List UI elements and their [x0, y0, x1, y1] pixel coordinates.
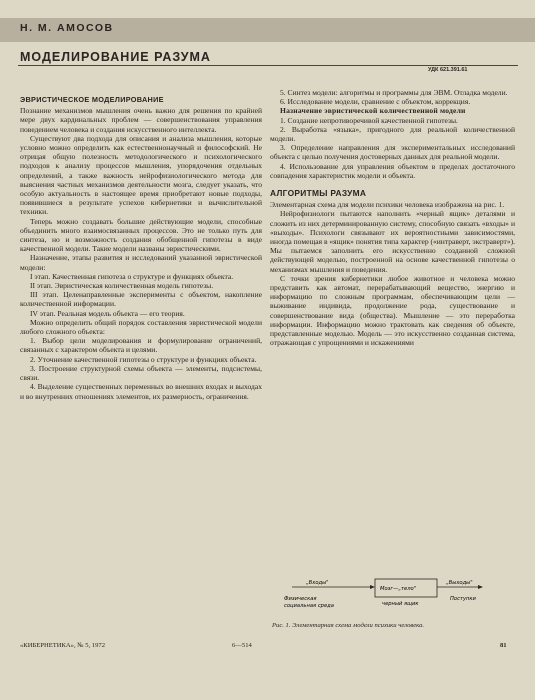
- paragraph: С точки зрения кибернетики любое животное и человека можно представить как автомат, перерабатывающий вещество, энергию и информацию по сложным программам, обеспечивающим цели — выживание индивида, продолжение рода, существование и совершенствование вида (общества). Мышление — это переработка информации. Информацию можно трактовать как сведения об объекте, представленные моделью. Модель — это искусственно созданная система, отражающая с упрощениями и искажениями: [270, 273, 515, 348]
- paragraph: Познание механизмов мышления очень важно для решения по крайней мере двух кардинальных проблем — совершенствования управления поведением человека и создания искусственного интеллекта.: [20, 106, 262, 134]
- outputs-sub-label: Поступки: [450, 596, 476, 602]
- paragraph: II этап. Эвристическая количественная модель гипотезы.: [30, 281, 214, 291]
- subheading: Назначение эвристической количественной модели: [280, 106, 466, 116]
- inputs-label: „Входы": [306, 580, 329, 586]
- box-sub-label: черный ящик: [382, 601, 419, 607]
- paragraph: 1. Создание непротиворечивой качественной гипотезы.: [280, 115, 458, 125]
- paragraph: 1. Выбор цели моделирования и формулирование ограничений, связанных с характером объекта и целями.: [20, 336, 262, 355]
- paragraph: 5. Синтез модели: алгоритмы и программы для ЭВМ. Отладка модели.: [280, 88, 508, 97]
- input-arrowhead: [370, 585, 375, 589]
- paragraph: 3. Построение структурной схемы объекта — элементы, подсистемы, связи.: [20, 363, 262, 383]
- figure-diagram: [270, 573, 510, 621]
- figure-caption: Рис. 1. Элементарная схема модели психики человека.: [272, 622, 425, 629]
- paragraph: Теперь можно создавать большие действующие модели, способные объединить много взаимосвязанных процессов. Это не только путь для синтеза, но и возможность создания обобщенной гипотезы в виде качественной модели. Такие модели названы эвристическими.: [20, 216, 262, 254]
- outputs-label: „Выходы": [446, 580, 473, 586]
- paragraph: Назначение, этапы развития и исследований указанной эвристической модели:: [20, 253, 262, 272]
- paragraph: 4. Выделение существенных переменных во внешних входах и выходах и во внутренних отношениях элементов, их размерность, ограничения.: [20, 382, 262, 401]
- paragraph: Можно определить общий порядок составления эвристической модели любого сложного объекта:: [20, 317, 262, 337]
- paragraph: 4. Использование для управления объектом в пределах достаточного совпадения характеристик модели и объекта.: [270, 161, 515, 180]
- title-rule: [18, 65, 518, 66]
- page-number: 81: [500, 642, 507, 649]
- paragraph: I этап. Качественная гипотеза о структуре и функциях объекта.: [30, 271, 234, 281]
- right-column: [270, 88, 515, 347]
- author-name: Н. М. АМОСОВ: [20, 22, 114, 34]
- box-label: Мозг—„тело": [380, 586, 417, 592]
- print-code: 6—514: [232, 642, 252, 649]
- paragraph: Существуют два подхода для описания и анализа мышления, которые условно можно определить как естественнонаучный и философский. Не отрицая общую полезность методологического и психологического подходов к анализу процессов мышления, упорядочения отдельных определений, а также важность нейрофизиологического метода для выяснения частных механизмов деятельности мозга, следует указать, что особую актуальность в настоящее время приобретают новые подходы, появившиеся в результате успехов кибернетики и вычислительной техники.: [20, 133, 262, 217]
- journal-footer: «КИБЕРНЕТИКА», № 5, 1972: [20, 642, 105, 649]
- inputs-sub-1: Физическая: [284, 596, 317, 602]
- paragraph: Элементарная схема для модели психики человека изображена на рис. 1.: [270, 200, 505, 210]
- section-heading: ЭВРИСТИЧЕСКОЕ МОДЕЛИРОВАНИЕ: [20, 95, 164, 104]
- output-arrowhead: [478, 585, 483, 589]
- paragraph: 2. Уточнение качественной гипотезы о структуре и функциях объекта.: [30, 354, 257, 364]
- left-column: [20, 95, 262, 401]
- inputs-sub-2: социальная среда: [284, 603, 334, 609]
- paragraph: IV этап. Реальная модель объекта — его теория.: [30, 308, 185, 318]
- udk-code: УДК 621.391.61: [428, 67, 468, 73]
- paragraph: III этап. Целенаправленные эксперименты с объектом, накопление количественной информации.: [20, 290, 262, 309]
- article-title: МОДЕЛИРОВАНИЕ РАЗУМА: [20, 50, 211, 64]
- paragraph: Нейрофизиологи пытаются наполнить «черный ящик» деталями и сложить из них детерминированную систему, способную связать «входы» и «выходы». Психологи связывают их вероятностными зависимостями, иногда помещая в «ящик» понятия типа характер («интраверт, экстраверт»). Мы пытаемся заполнить его искусственно созданной сложной действующей моделью, построенной на основе качественной гипотезы о механизмах мышления и поведения.: [270, 209, 516, 274]
- section-heading: АЛГОРИТМЫ РАЗУМА: [270, 188, 367, 199]
- paragraph: 3. Определение направления для экспериментальных исследований объекта с целью получения достоверных данных для реальной модели.: [270, 143, 515, 162]
- paragraph: 2. Выработка «языка», пригодного для реальной количественной модели.: [270, 124, 515, 144]
- paragraph: 6. Исследование модели, сравнение с объектом, коррекция.: [280, 97, 471, 107]
